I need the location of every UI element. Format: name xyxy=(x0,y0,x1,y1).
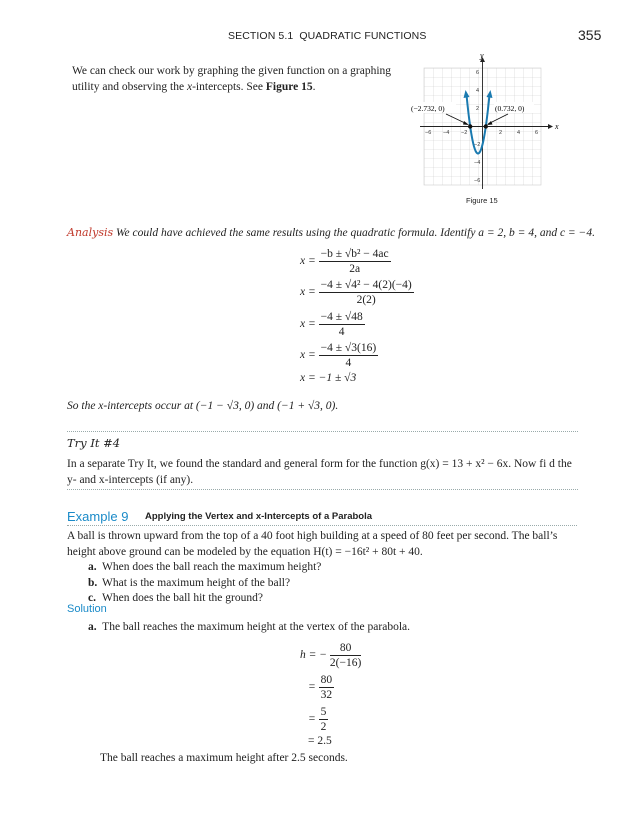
list-item xyxy=(88,591,321,607)
point-left-label: (−2.732, 0) xyxy=(411,104,445,113)
x-axis-label: x xyxy=(555,122,559,131)
eq-denominator: 2(2) xyxy=(356,294,376,306)
y-tick: −2 xyxy=(474,142,481,148)
eq-lhs: x = xyxy=(300,349,316,362)
y-tick: 2 xyxy=(476,106,480,112)
example-label: Example 9 xyxy=(67,509,129,524)
x-tick: −4 xyxy=(443,130,450,136)
intro-text: We can check our work by graphing the given function on a graphing utility and observing the xyxy=(72,65,392,93)
solution-step-1 xyxy=(300,642,361,669)
question-text: What is the maximum height of the ball? xyxy=(102,576,291,589)
eq-denominator: 2a xyxy=(349,263,361,275)
solution-step-3 xyxy=(308,706,328,733)
eq-lhs: x = xyxy=(300,318,316,331)
x-tick: −6 xyxy=(425,130,432,136)
eq-denominator: 4 xyxy=(345,357,352,369)
eq-lhs: = xyxy=(308,713,316,726)
intercepts-conclusion: So the x-intercepts occur at (−1 − √3, 0) and (−1 + √3, 0). xyxy=(67,400,339,412)
tryit-text: In a separate Try It, we found the standard and general form for the function g(x) = 13 + x² − 6x. Now fi d the y- and x-intercepts (if any). xyxy=(67,458,572,486)
intro-x: x xyxy=(186,80,193,93)
divider-bottom xyxy=(67,489,578,490)
solution-a-text: The ball reaches the maximum height at the vertex of the parabola. xyxy=(102,621,410,633)
x-axis-arrow-icon xyxy=(548,124,553,129)
list-item xyxy=(88,576,321,592)
analysis-paragraph xyxy=(67,226,595,239)
solution-final: The ball reaches a maximum height after 2.5 seconds. xyxy=(100,752,348,764)
figure-caption: Figure 15 xyxy=(466,196,498,205)
equation-step-1 xyxy=(300,248,391,275)
eq-numerator: −4 ± √3(16) xyxy=(320,342,377,354)
intro-text-end: . xyxy=(312,80,316,93)
analysis-tag: Analysis xyxy=(67,226,114,239)
example-title: Applying the Vertex and x-Intercepts of a Parabola xyxy=(145,511,373,522)
y-tick: 4 xyxy=(476,88,480,94)
eq-denominator: 32 xyxy=(320,689,333,701)
solution-label: Solution xyxy=(67,603,107,615)
equation-step-2 xyxy=(300,279,414,306)
eq-lhs: h = − xyxy=(300,649,328,662)
question-text: When does the ball reach the maximum height? xyxy=(102,561,322,573)
analysis-text: We could have achieved the same results using the quadratic formula. Identify a = 2, b = 4, and c = −4. xyxy=(116,227,595,239)
solution-letter: a. xyxy=(88,621,97,633)
y-tick: −6 xyxy=(474,178,481,184)
eq-denominator: 2 xyxy=(320,721,327,733)
y-tick: −4 xyxy=(474,160,481,166)
solution-step-2 xyxy=(308,674,334,701)
x-tick: −2 xyxy=(461,130,468,136)
question-letter: b. xyxy=(88,576,98,589)
x-tick: 4 xyxy=(517,130,521,136)
divider-top xyxy=(67,431,578,432)
eq-numerator: 80 xyxy=(320,674,333,686)
eq-numerator: −4 ± √48 xyxy=(320,311,363,323)
intro-paragraph xyxy=(72,64,392,95)
eq-numerator: −4 ± √4² − 4(2)(−4) xyxy=(320,279,412,291)
question-letter: c. xyxy=(88,592,96,604)
tryit-label: Try It #4 xyxy=(67,436,121,450)
eq-lhs: x = xyxy=(300,286,316,299)
running-header xyxy=(228,30,426,42)
example-text: A ball is thrown upward from the top of a 40 foot high building at a speed of 80 feet per second. The ball’s height above ground can be modeled by the equation H(t) = −16t² + 80t + 40. xyxy=(67,530,558,558)
eq-denominator: 4 xyxy=(338,326,345,338)
eq-numerator: 80 xyxy=(330,642,361,656)
question-letter: a. xyxy=(88,561,97,573)
equation-step-4 xyxy=(300,342,378,369)
equation-step-5: x = −1 ± √3 xyxy=(300,372,357,384)
section-title: QUADRATIC FUNCTIONS xyxy=(299,30,427,42)
eq-lhs: x = xyxy=(300,255,316,268)
parabola-graph xyxy=(408,52,560,197)
solution-step-4: = 2.5 xyxy=(308,735,332,747)
page-number: 355 xyxy=(578,27,602,43)
x-tick: 2 xyxy=(499,130,503,136)
intro-text-mid: -intercepts. See xyxy=(192,80,266,93)
eq-lhs: = xyxy=(308,681,316,694)
list-item xyxy=(88,560,321,576)
eq-denominator: 2(−16) xyxy=(329,657,362,669)
question-text: When does the ball hit the ground? xyxy=(102,592,263,604)
eq-numerator: 5 xyxy=(320,706,327,718)
question-list xyxy=(88,560,321,607)
section-number: SECTION 5.1 xyxy=(228,30,294,42)
x-tick: 6 xyxy=(535,130,539,136)
y-tick: 6 xyxy=(476,70,480,76)
figure-reference: Figure 15 xyxy=(265,80,313,93)
eq-numerator: −b ± √b² − 4ac xyxy=(320,248,389,260)
point-right-label: (0.732, 0) xyxy=(495,104,525,113)
solution-part-a xyxy=(88,621,410,633)
example-divider xyxy=(67,525,577,526)
equation-step-3 xyxy=(300,311,365,338)
y-axis-label: y xyxy=(480,52,484,60)
